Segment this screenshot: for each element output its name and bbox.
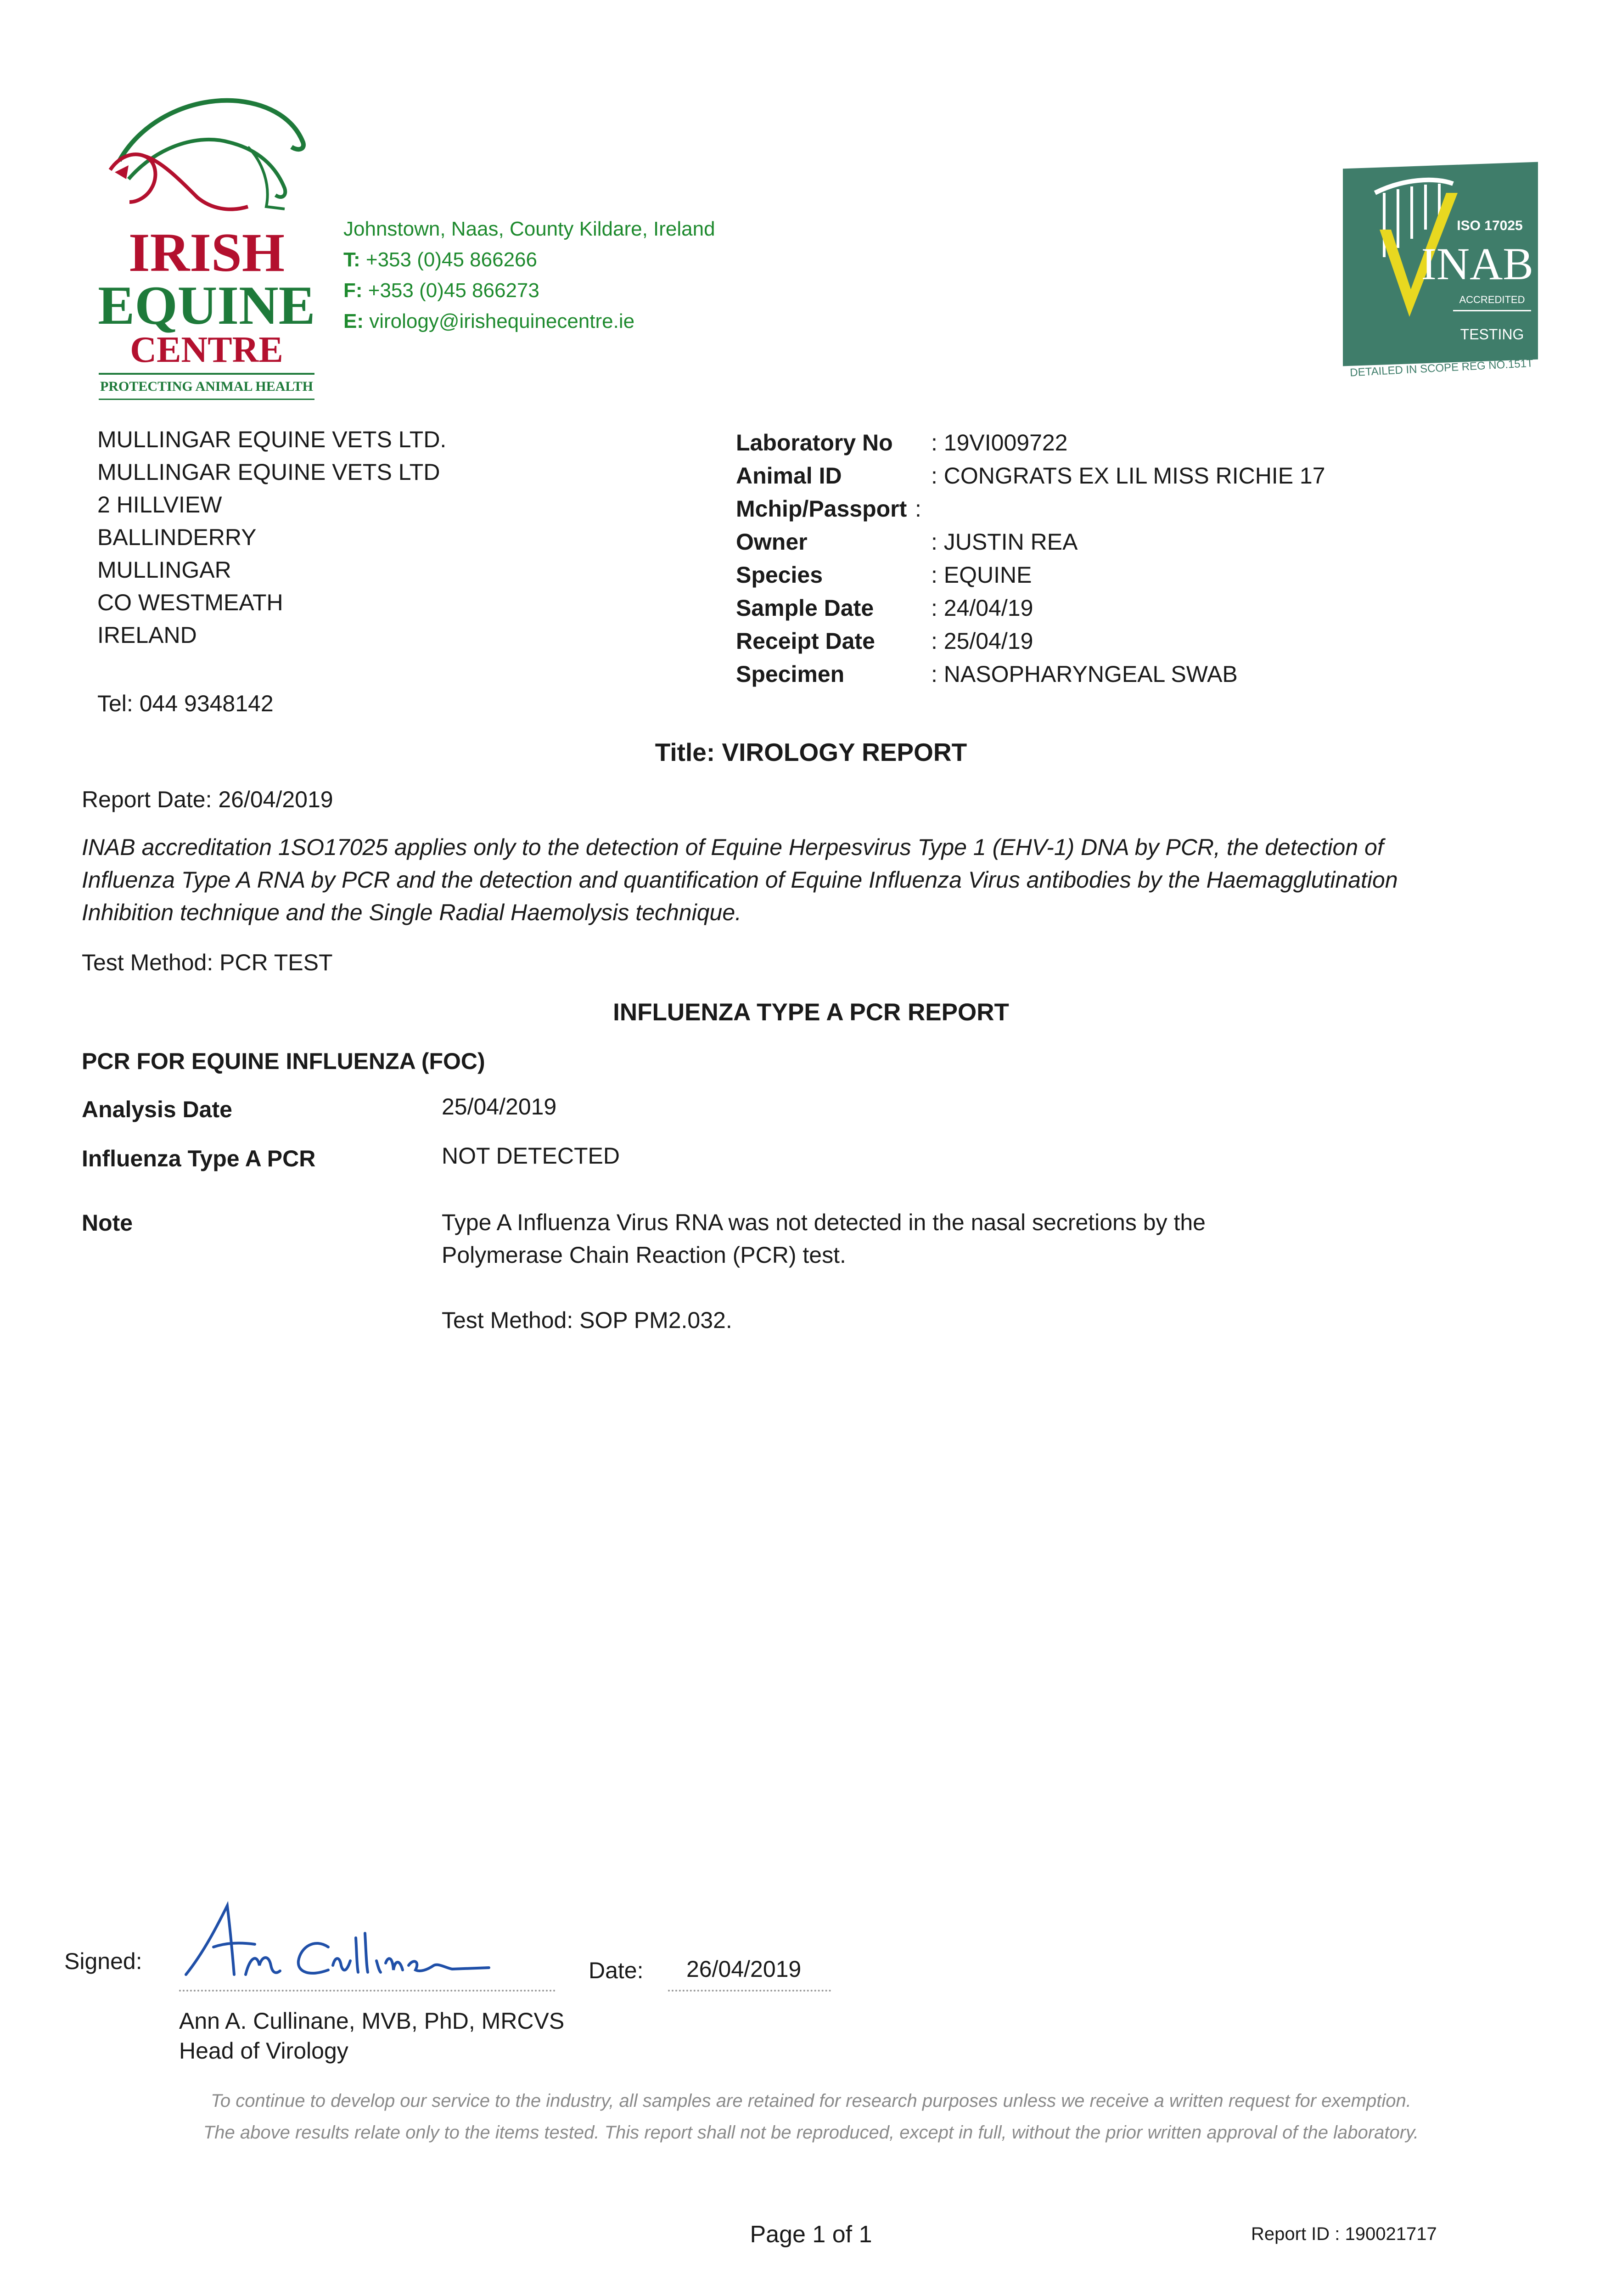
email-label: E:: [343, 310, 364, 332]
client-line: MULLINGAR: [97, 557, 231, 583]
signature-line: [179, 1990, 556, 1992]
section-title: INFLUENZA TYPE A PCR REPORT: [613, 999, 1009, 1026]
analysis-date-label: Analysis Date: [82, 1097, 232, 1122]
footer-disclaimer-2: The above results relate only to the items tested. This report shall not be reproduced, except in full, without the prior written approval of the laboratory.: [203, 2122, 1419, 2143]
note-label: Note: [82, 1210, 133, 1236]
sample-row: [736, 492, 1425, 525]
sample-label: Specimen: [736, 661, 845, 687]
inab-divider: [1453, 310, 1531, 311]
sample-value: : JUSTIN REA: [931, 529, 1078, 555]
sample-label: Laboratory No: [736, 430, 893, 456]
client-line: BALLINDERRY: [97, 524, 257, 550]
analysis-date-value: 25/04/2019: [442, 1094, 557, 1120]
signed-label: Signed:: [64, 1948, 142, 1974]
contact-email: [343, 306, 715, 337]
sample-value: : 25/04/19: [931, 628, 1033, 654]
sample-value: : NASOPHARYNGEAL SWAB: [931, 661, 1238, 687]
inab-iso: ISO 17025: [1457, 218, 1523, 233]
sample-row: [736, 558, 1425, 591]
client-line: 2 HILLVIEW: [97, 492, 222, 518]
sample-label: Sample Date: [736, 595, 874, 621]
signatory-role: Head of Virology: [179, 2038, 348, 2064]
sample-value: : 24/04/19: [931, 595, 1033, 621]
logo-line-irish: IRISH: [128, 222, 285, 283]
result-value: NOT DETECTED: [442, 1143, 620, 1169]
sample-row: [736, 525, 1425, 558]
fax-label: F:: [343, 279, 363, 302]
signature-date-label: Date:: [589, 1958, 644, 1983]
sample-row: [736, 591, 1425, 625]
sample-row: [736, 426, 1425, 459]
inab-accredited: ACCREDITED: [1459, 294, 1525, 305]
inab-testing: TESTING: [1460, 326, 1524, 343]
fax-value: +353 (0)45 866273: [368, 279, 539, 302]
sample-label: Receipt Date: [736, 628, 875, 654]
client-line: MULLINGAR EQUINE VETS LTD: [97, 459, 440, 485]
sample-details: [736, 426, 1425, 691]
note-line: Polymerase Chain Reaction (PCR) test.: [442, 1242, 846, 1268]
sample-value: :: [915, 496, 921, 522]
note-spacer: [442, 1272, 1206, 1304]
client-line: CO WESTMEATH: [97, 590, 283, 615]
client-line: MULLINGAR EQUINE VETS LTD.: [97, 427, 447, 452]
note-text: [442, 1206, 1206, 1337]
client-tel: Tel: 044 9348142: [97, 691, 274, 716]
note-method: Test Method: SOP PM2.032.: [442, 1307, 732, 1333]
logo-line-equine: EQUINE: [98, 275, 315, 336]
contact-address: Johnstown, Naas, County Kildare, Ireland: [343, 218, 715, 240]
sample-label: Species: [736, 562, 823, 588]
signatory-name: Ann A. Cullinane, MVB, PhD, MRCVS: [179, 2008, 565, 2034]
sample-label: Owner: [736, 529, 808, 555]
signature-image: [177, 1896, 526, 1988]
report-title: Title: VIROLOGY REPORT: [655, 738, 967, 766]
contact-fax: [343, 275, 715, 306]
report-date: Report Date: 26/04/2019: [82, 787, 333, 812]
sample-value: : EQUINE: [931, 562, 1032, 588]
sample-value: : 19VI009722: [931, 430, 1068, 456]
accreditation-note: INAB accreditation 1SO17025 applies only to the detection of Equine Herpesvirus Type 1 (EHV-1) DNA by PCR, the detection of Influenza Type A RNA by PCR and the detection and quantification of Equine Influenza Virus antibodies by the Haemagglutination Inhibition technique and the Single Radial Haemolysis technique.: [82, 834, 1398, 925]
report-id: Report ID : 190021717: [1251, 2224, 1437, 2244]
sample-row: [736, 625, 1425, 658]
client-address: [97, 423, 446, 652]
irish-equine-centre-logo: [92, 92, 321, 404]
contact-block: [343, 214, 715, 337]
page-number: Page 1 of 1: [750, 2221, 872, 2248]
sample-label: Mchip/Passport: [736, 496, 907, 522]
inab-badge: [1343, 165, 1538, 386]
client-line: IRELAND: [97, 622, 197, 648]
sample-value: : CONGRATS EX LIL MISS RICHIE 17: [931, 463, 1325, 489]
subsection-title: PCR FOR EQUINE INFLUENZA (FOC): [82, 1048, 485, 1074]
tel-label: T:: [343, 248, 360, 271]
sample-row: [736, 658, 1425, 691]
email-value[interactable]: virology@irishequinecentre.ie: [369, 310, 635, 332]
footer-disclaimer-1: To continue to develop our service to the industry, all samples are retained for research purposes unless we receive a written request for exemption.: [211, 2091, 1411, 2111]
logo-divider: [99, 373, 314, 375]
result-label: Influenza Type A PCR: [82, 1146, 316, 1171]
logo-line-centre: CENTRE: [130, 330, 283, 370]
tel-value: +353 (0)45 866266: [365, 248, 537, 271]
test-method: Test Method: PCR TEST: [82, 950, 333, 975]
inab-scope: DETAILED IN SCOPE REG NO.151T: [1349, 357, 1534, 379]
inab-name: INAB: [1421, 238, 1533, 289]
contact-tel: [343, 244, 715, 275]
logo-tagline: PROTECTING ANIMAL HEALTH: [100, 379, 313, 394]
horse-head-icon: [101, 92, 321, 220]
sample-label: Animal ID: [736, 463, 842, 489]
note-line: Type A Influenza Virus RNA was not detected in the nasal secretions by the: [442, 1210, 1206, 1235]
logo-divider-bottom: [99, 399, 314, 400]
signature-date-value: 26/04/2019: [686, 1956, 802, 1982]
date-line: [668, 1990, 831, 1992]
sample-row: [736, 459, 1425, 492]
